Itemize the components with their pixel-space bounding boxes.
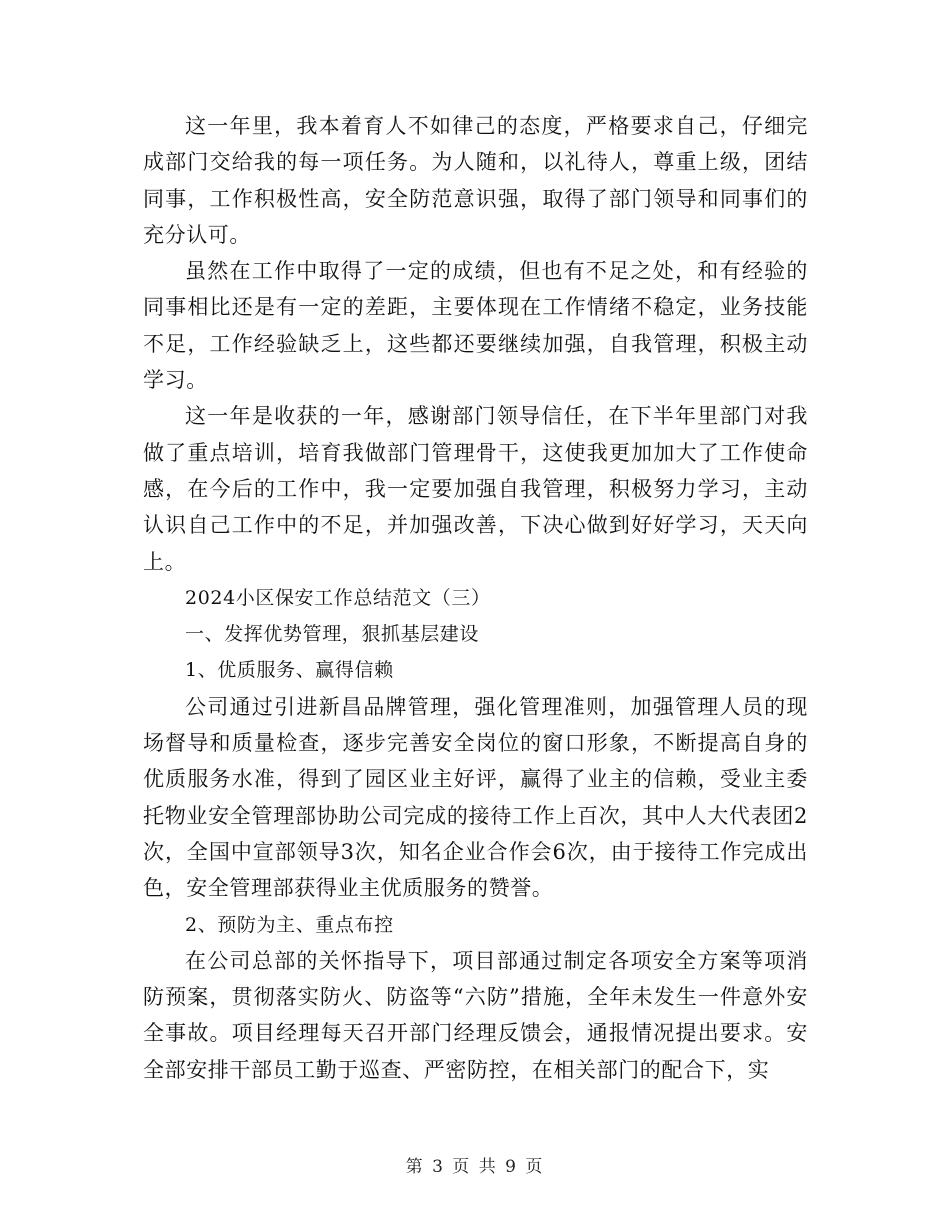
paragraph-quality-service: 公司通过引进新昌品牌管理，强化管理准则，加强管理人员的现场督导和质量检查，逐步完善安全岗位的窗口形象，不断提高自身的优质服务水准，得到了园区业主好评，赢得了业主的信赖，受业主委托物业安全管理部协助公司完成的接待工作上百次，其中人大代表团2次，全国中宣部领导3次，知名企业合作会6次，由于接待工作完成出色，安全管理部获得业主优质服务的赞誉。 xyxy=(143,694,808,901)
paragraph-self-assessment: 这一年里，我本着育人不如律己的态度，严格要求自己，仔细完成部门交给我的每一项任务。为人随和，以礼待人，尊重上级，团结同事，工作积极性高，安全防范意识强，取得了部门领导和同事们的充分认可。 xyxy=(143,114,808,247)
subheading-prevention: 2、预防为主、重点布控 xyxy=(185,913,394,936)
page-number-footer: 第 3 页 共 9 页 xyxy=(405,1157,545,1177)
paragraph-prevention: 在公司总部的关怀指导下，项目部通过制定各项安全方案等项消防预案，贯彻落实防火、防盗等“六防”措施，全年未发生一件意外安全事故。项目经理每天召开部门经理反馈会，通报情况提出要求。安全部安排干部员工勤于巡查、严密防控，在相关部门的配合下，实 xyxy=(143,948,808,1082)
document-body xyxy=(143,108,808,1088)
paragraph-shortcomings: 虽然在工作中取得了一定的成绩，但也有不足之处，和有经验的同事相比还是有一定的差距，主要体现在工作情绪不稳定，业务技能不足，工作经验缺乏上，这些都还要继续加强，自我管理，积极主动学习。 xyxy=(143,259,808,393)
section-heading-1: 一、发挥优势管理，狠抓基层建设 xyxy=(185,623,480,646)
subheading-quality-service: 1、优质服务、赢得信赖 xyxy=(185,659,394,682)
section-title: 2024小区保安工作总结范文（三） xyxy=(185,586,491,609)
paragraph-harvest-year: 这一年是收获的一年，感谢部门领导信任，在下半年里部门对我做了重点培训，培育我做部门管理骨干，这使我更加加大了工作使命感，在今后的工作中，我一定要加强自我管理，积极努力学习，主动认识自己工作中的不足，并加强改善，下决心做到好好学习，天天向上。 xyxy=(143,404,808,574)
